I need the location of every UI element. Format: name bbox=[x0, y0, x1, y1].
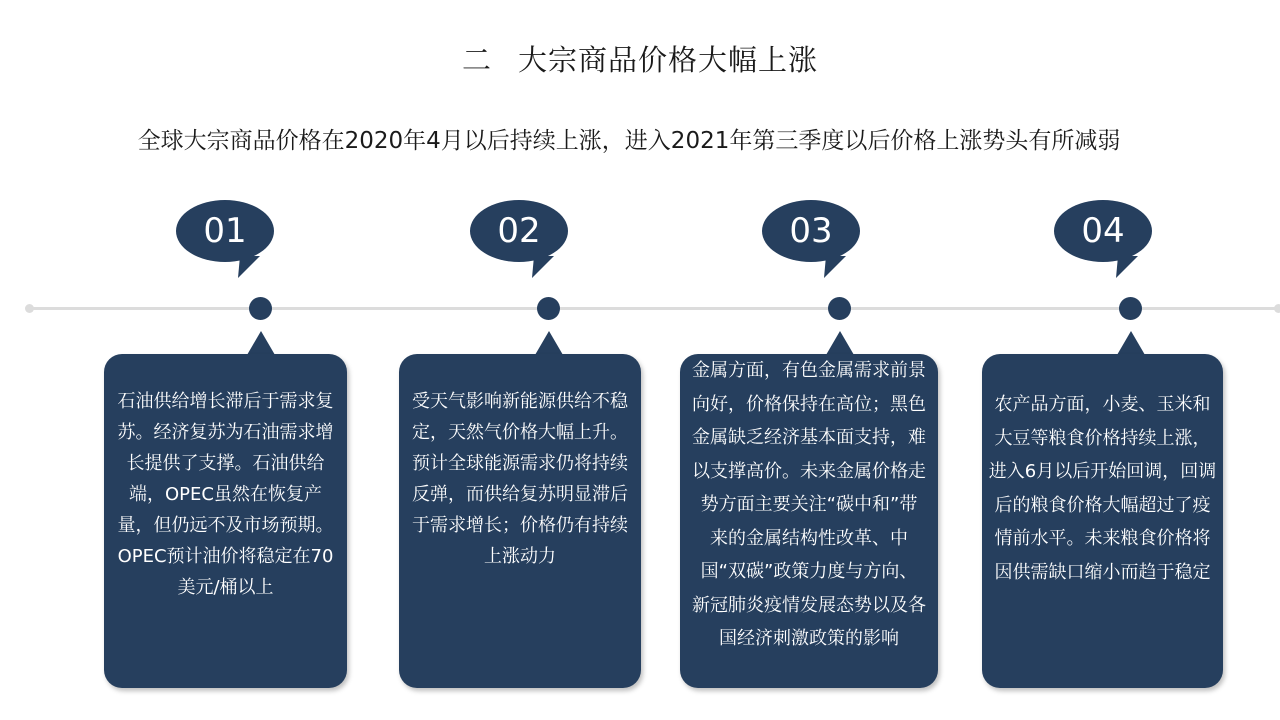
step-bubble-03: 03 bbox=[762, 200, 860, 262]
title-text: 大宗商品价格大幅上涨 bbox=[518, 43, 819, 77]
timeline-line bbox=[30, 307, 1280, 310]
card-pointer-02 bbox=[535, 331, 563, 355]
card-pointer-03 bbox=[826, 331, 854, 355]
step-card-text-01: 石油供给增长滞后于需求复苏。经济复苏为石油需求增长提供了支撑。石油供给端，OPEC虽然在恢复产量，但仍远不及市场预期。OPEC预计油价将稳定在70美元/桶以上 bbox=[117, 391, 334, 598]
step-bubble-04: 04 bbox=[1054, 200, 1152, 262]
card-pointer-04 bbox=[1117, 331, 1145, 355]
slide-subtitle: 全球大宗商品价格在2020年4月以后持续上涨，进入2021年第三季度以后价格上涨势头有所减弱 bbox=[137, 128, 1121, 154]
timeline-start-dot bbox=[25, 304, 34, 313]
title-number: 二 bbox=[461, 43, 492, 77]
timeline-marker-04 bbox=[1119, 297, 1142, 320]
timeline-marker-02 bbox=[537, 297, 560, 320]
step-card-02 bbox=[399, 354, 641, 688]
step-bubble-01: 01 bbox=[176, 200, 274, 262]
timeline-marker-03 bbox=[828, 297, 851, 320]
step-card-04 bbox=[982, 354, 1223, 688]
timeline-marker-01 bbox=[249, 297, 272, 320]
card-pointer-01 bbox=[247, 331, 275, 355]
timeline-end-dot bbox=[1274, 304, 1280, 313]
step-card-01 bbox=[104, 354, 347, 688]
slide-title bbox=[0, 38, 1280, 79]
step-card-text-03: 金属方面，有色金属需求前景向好，价格保持在高位；黑色金属缺乏经济基本面支持，难以支撑高价。未来金属价格走势方面主要关注“碳中和”带来的金属结构性改革、中国“双碳”政策力度与方向、新冠肺炎疫情发展态势以及各国经济刺激政策的影响 bbox=[692, 360, 926, 649]
step-card-text-02: 受天气影响新能源供给不稳定，天然气价格大幅上升。预计全球能源需求仍将持续反弹，而供给复苏明显滞后于需求增长；价格仍有持续上涨动力 bbox=[412, 391, 628, 567]
step-card-text-04: 农产品方面，小麦、玉米和大豆等粮食价格持续上涨，进入6月以后开始回调，回调后的粮食价格大幅超过了疫情前水平。未来粮食价格将因供需缺口缩小而趋于稳定 bbox=[988, 394, 1217, 583]
step-bubble-02: 02 bbox=[470, 200, 568, 262]
step-card-03 bbox=[680, 354, 938, 688]
